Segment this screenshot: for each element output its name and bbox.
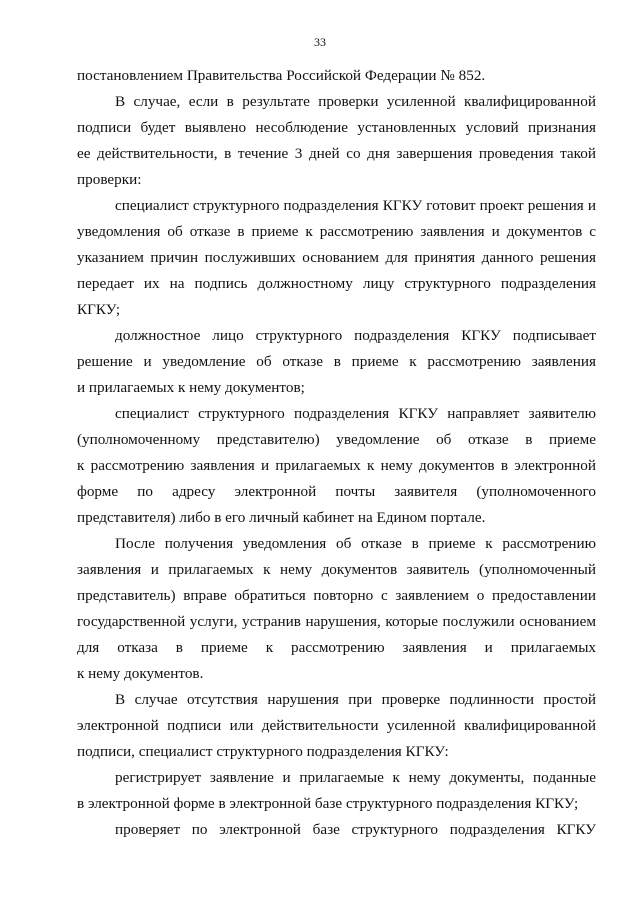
paragraph-first-line: В случае, если в результате проверки усиленной квалифицированной: [115, 93, 596, 110]
paragraph-first-line: После получения уведомления об отказе в приеме к рассмотрению: [115, 535, 596, 552]
text-line: и прилагаемых к нему документов;: [77, 379, 305, 396]
text-line: проверки:: [77, 171, 142, 188]
paragraph-first-line: должностное лицо структурного подразделения КГКУ подписывает: [115, 327, 596, 344]
text-line: заявления и прилагаемых к нему документов заявитель (уполномоченный: [77, 561, 596, 578]
paragraph-first-line: регистрирует заявление и прилагаемые к нему документы, поданные: [115, 769, 596, 786]
text-line: к нему документов.: [77, 665, 204, 682]
paragraph-first-line: специалист структурного подразделения КГКУ готовит проект решения и: [115, 197, 596, 214]
paragraph-first-line: специалист структурного подразделения КГКУ направляет заявителю: [115, 405, 596, 422]
text-line: уведомления об отказе в приеме к рассмотрению заявления и документов с: [77, 223, 596, 240]
text-line: представитель) вправе обратиться повторно с заявлением о предоставлении: [77, 587, 596, 604]
text-line: форме по адресу электронной почты заявителя (уполномоченного: [77, 483, 596, 500]
text-line: представителя) либо в его личный кабинет на Едином портале.: [77, 509, 486, 526]
text-line: указанием причин послуживших основанием для принятия данного решения: [77, 249, 596, 266]
text-line: в электронной форме в электронной базе структурного подразделения КГКУ;: [77, 795, 579, 812]
text-line: государственной услуги, устранив нарушения, которые послужили основанием: [77, 613, 596, 630]
text-line: ее действительности, в течение 3 дней со дня завершения проведения такой: [77, 145, 596, 162]
text-line: подписи будет выявлено несоблюдение установленных условий признания: [77, 119, 596, 136]
text-line: постановлением Правительства Российской Федерации № 852.: [77, 67, 486, 84]
page-number: 33: [314, 35, 326, 49]
text-line: (уполномоченному представителю) уведомление об отказе в приеме: [77, 431, 596, 448]
text-line: подписи, специалист структурного подразделения КГКУ:: [77, 743, 449, 760]
text-line: для отказа в приеме к рассмотрению заявления и прилагаемых: [77, 639, 596, 656]
text-line: КГКУ;: [77, 301, 121, 318]
text-line: к рассмотрению заявления и прилагаемых к нему документов в электронной: [77, 457, 596, 474]
text-line: передает их на подпись должностному лицу структурного подразделения: [77, 275, 596, 292]
paragraph-first-line: проверяет по электронной базе структурного подразделения КГКУ: [115, 821, 596, 838]
text-line: решение и уведомление об отказе в приеме к рассмотрению заявления: [77, 353, 596, 370]
text-line: электронной подписи или действительности усиленной квалифицированной: [77, 717, 596, 734]
paragraph-first-line: В случае отсутствия нарушения при проверке подлинности простой: [115, 691, 596, 708]
